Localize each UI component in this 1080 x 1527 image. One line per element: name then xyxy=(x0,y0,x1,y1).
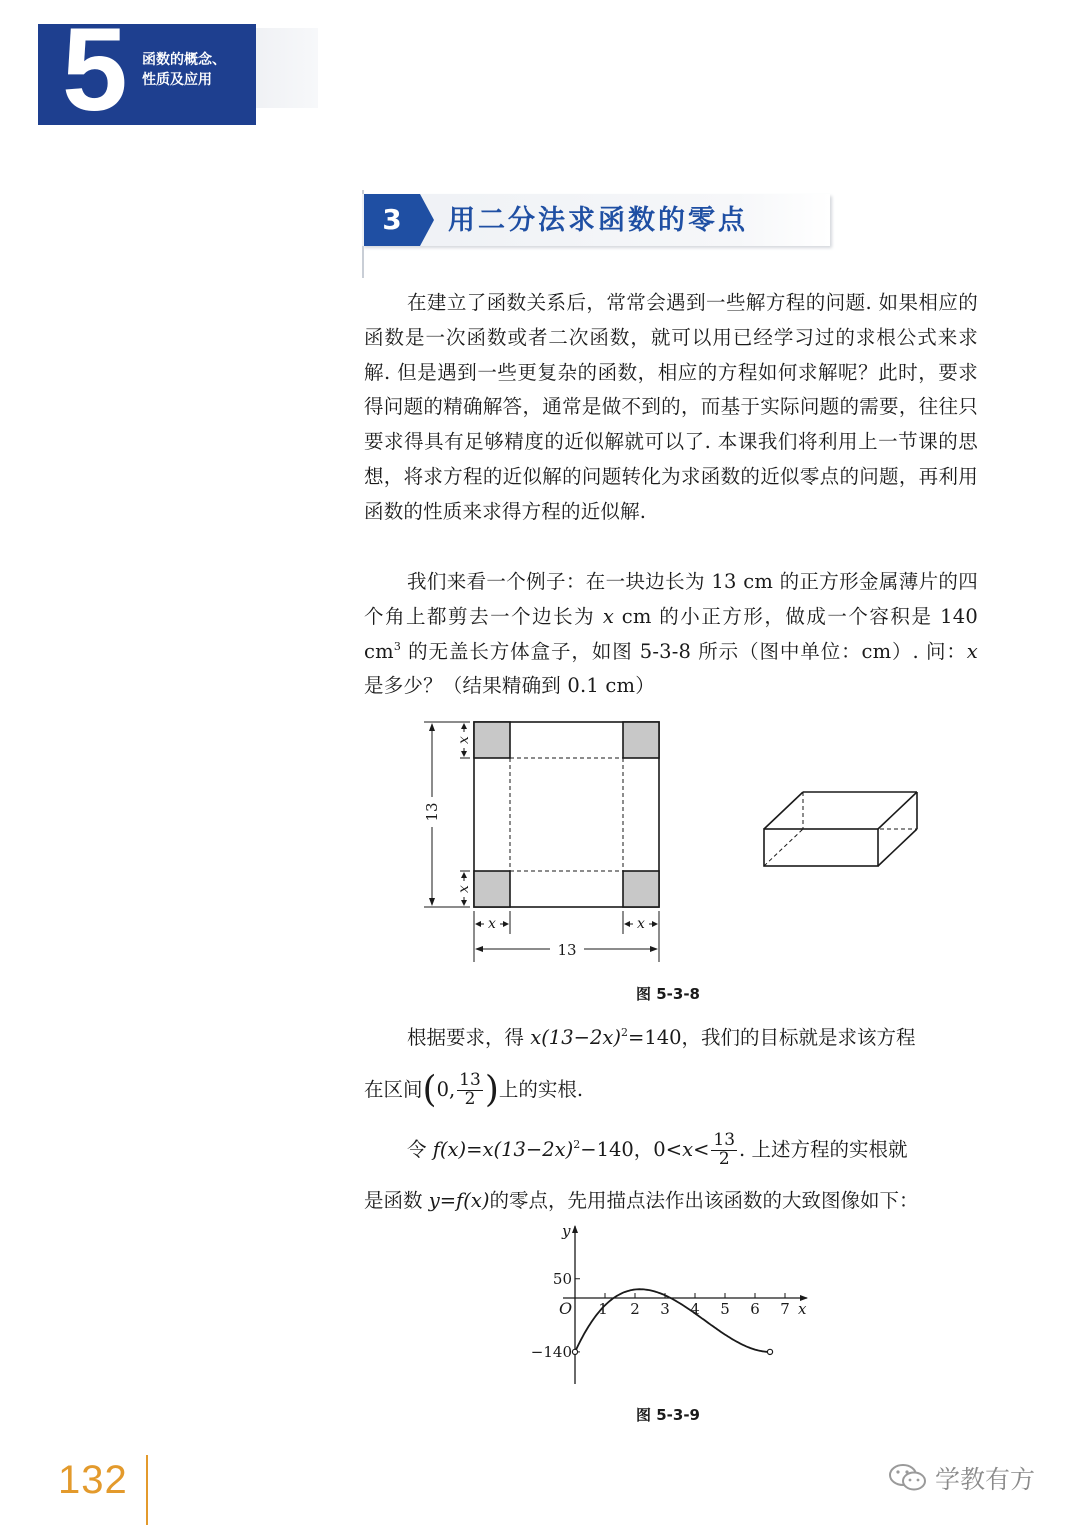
y-axis-label: y xyxy=(562,1222,571,1240)
p3-interval-left: 0, xyxy=(436,1078,456,1101)
paren-left-icon: ( xyxy=(422,1069,437,1111)
origin-label: O xyxy=(559,1299,573,1318)
p4-line2-eq: y=f(x) xyxy=(428,1189,490,1212)
p4-var-x: x xyxy=(682,1138,694,1161)
p2-text-a: 我们来看一个例子：在一块边长为 13 cm 的正方形金属薄片的四个角上都剪去一个边长为 xyxy=(364,570,978,628)
label-x-left-bottom: x xyxy=(456,885,472,893)
p3-frac-den: 2 xyxy=(464,1089,476,1109)
corner-square-bl xyxy=(474,871,510,907)
section-number: 3 xyxy=(364,194,420,246)
endpoint-right xyxy=(767,1349,772,1354)
p4-line2-a: 是函数 xyxy=(364,1189,429,1212)
paragraph-equation-line1 xyxy=(364,1021,978,1055)
p3-line2-b: 上的实根. xyxy=(498,1078,584,1101)
chapter-title xyxy=(142,50,252,90)
label-x-bottom-right: x xyxy=(637,916,645,932)
p4-frac-num: 13 xyxy=(713,1130,736,1151)
figure-5-3-8-caption: 图 5-3-8 xyxy=(636,985,700,1003)
section-arrow-icon xyxy=(420,194,434,246)
p2-text-d: 是多少？（结果精确到 0.1 cm） xyxy=(364,674,655,698)
y-tick-label-1: −140 xyxy=(530,1342,572,1361)
fold-lines xyxy=(510,758,623,871)
figure-5-3-9-caption: 图 5-3-9 xyxy=(636,1406,700,1424)
p2-text-c: 的无盖长方体盒子，如图 5-3-8 所示（图中单位：cm）. 问： xyxy=(401,639,967,663)
p4-text-d: . 上述方程的实根就 xyxy=(739,1138,908,1161)
x-tick-label-1: 1 xyxy=(598,1300,608,1318)
x-tick-label-7: 7 xyxy=(780,1300,790,1318)
open-box-diagram xyxy=(764,792,917,866)
corner-square-br xyxy=(623,871,659,907)
y-tick-label-0: 50 xyxy=(552,1269,572,1288)
p4-line2-b: 的零点，先用描点法作出该函数的大致图像如下： xyxy=(489,1189,919,1212)
p4-equation: f(x)=x(13−2x) xyxy=(432,1138,574,1161)
paren-right-icon: ) xyxy=(484,1069,499,1111)
paragraph-intro: 在建立了函数关系后，常常会遇到一些解方程的问题. 如果相应的函数是一次函数或者二次函数，就可以用已经学习过的求根公式来求解. 但是遇到一些更复杂的函数，相应的方程如何求解呢？此时，要求得问题的精确解答，通常是做不到的，而基于实际问题的需要，往往只要求得具有足够精度的近似解就可以了. 本课我们将利用上一节课的思想，将求方程的近似解的问题转化为求函数的近似零点的问题，再利用函数的性质来求得方程的近似解. xyxy=(364,291,978,523)
p3-text-b: =140，我们的目标就是求该方程 xyxy=(627,1026,916,1049)
p3-line2-a: 在区间 xyxy=(364,1078,423,1101)
chapter-title-line1: 函数的概念、 xyxy=(142,52,226,68)
p3-sup: 2 xyxy=(620,1026,628,1039)
label-side-13: 13 xyxy=(423,802,441,822)
chapter-tab xyxy=(0,0,330,160)
p2-var-x2: x xyxy=(966,639,978,663)
p4-sup: 2 xyxy=(573,1138,581,1151)
label-bottom-13: 13 xyxy=(557,941,577,959)
figure-5-3-9-chart xyxy=(520,1222,820,1388)
y-axis-arrow-icon xyxy=(572,1225,578,1233)
p3-text-a: 根据要求，得 xyxy=(407,1026,531,1049)
paragraph-function-line2 xyxy=(364,1184,978,1218)
corner-square-tr xyxy=(623,722,659,758)
corner-square-tl xyxy=(474,722,510,758)
p3-frac-num: 13 xyxy=(459,1070,481,1091)
section-title: 用二分法求函数的零点 xyxy=(448,205,748,236)
label-x-bottom-left: x xyxy=(488,916,496,932)
p2-text-b: cm 的小正方形，做成一个容积是 140 cm xyxy=(364,604,978,663)
paragraph-equation-line2 xyxy=(364,1068,978,1112)
wechat-icon xyxy=(888,1462,928,1494)
endpoint-left xyxy=(572,1349,577,1354)
p4-text-c: < xyxy=(693,1138,710,1161)
paragraph-example xyxy=(364,565,978,704)
p3-fraction xyxy=(457,1072,483,1109)
figure-5-3-8 xyxy=(410,712,930,974)
watermark-text: 学教有方 xyxy=(935,1465,1036,1494)
x-tick-label-2: 2 xyxy=(630,1300,640,1318)
p4-text-b: −140，0< xyxy=(580,1138,683,1161)
chapter-number: 5 xyxy=(62,4,124,136)
x-tick-label-6: 6 xyxy=(750,1300,760,1318)
section-header xyxy=(362,190,832,280)
x-tick-label-5: 5 xyxy=(720,1300,730,1318)
x-axis-label: x xyxy=(798,1300,807,1318)
page-number: 132 xyxy=(58,1458,128,1502)
page-number-rule xyxy=(146,1455,148,1525)
flat-sheet-diagram xyxy=(423,722,659,962)
p4-frac-den: 2 xyxy=(718,1149,730,1169)
x-tick-label-4: 4 xyxy=(690,1300,700,1318)
p3-equation: x(13−2x) xyxy=(530,1026,621,1049)
p4-fraction xyxy=(711,1132,737,1169)
p4-text-a: 令 xyxy=(407,1138,433,1161)
paragraph-function-line1 xyxy=(364,1128,978,1172)
label-x-left-top: x xyxy=(456,736,472,744)
chapter-title-line2: 性质及应用 xyxy=(142,72,212,88)
x-tick-label-3: 3 xyxy=(660,1300,670,1318)
p2-var-x: x xyxy=(602,604,615,628)
p2-sup: 3 xyxy=(393,639,402,653)
